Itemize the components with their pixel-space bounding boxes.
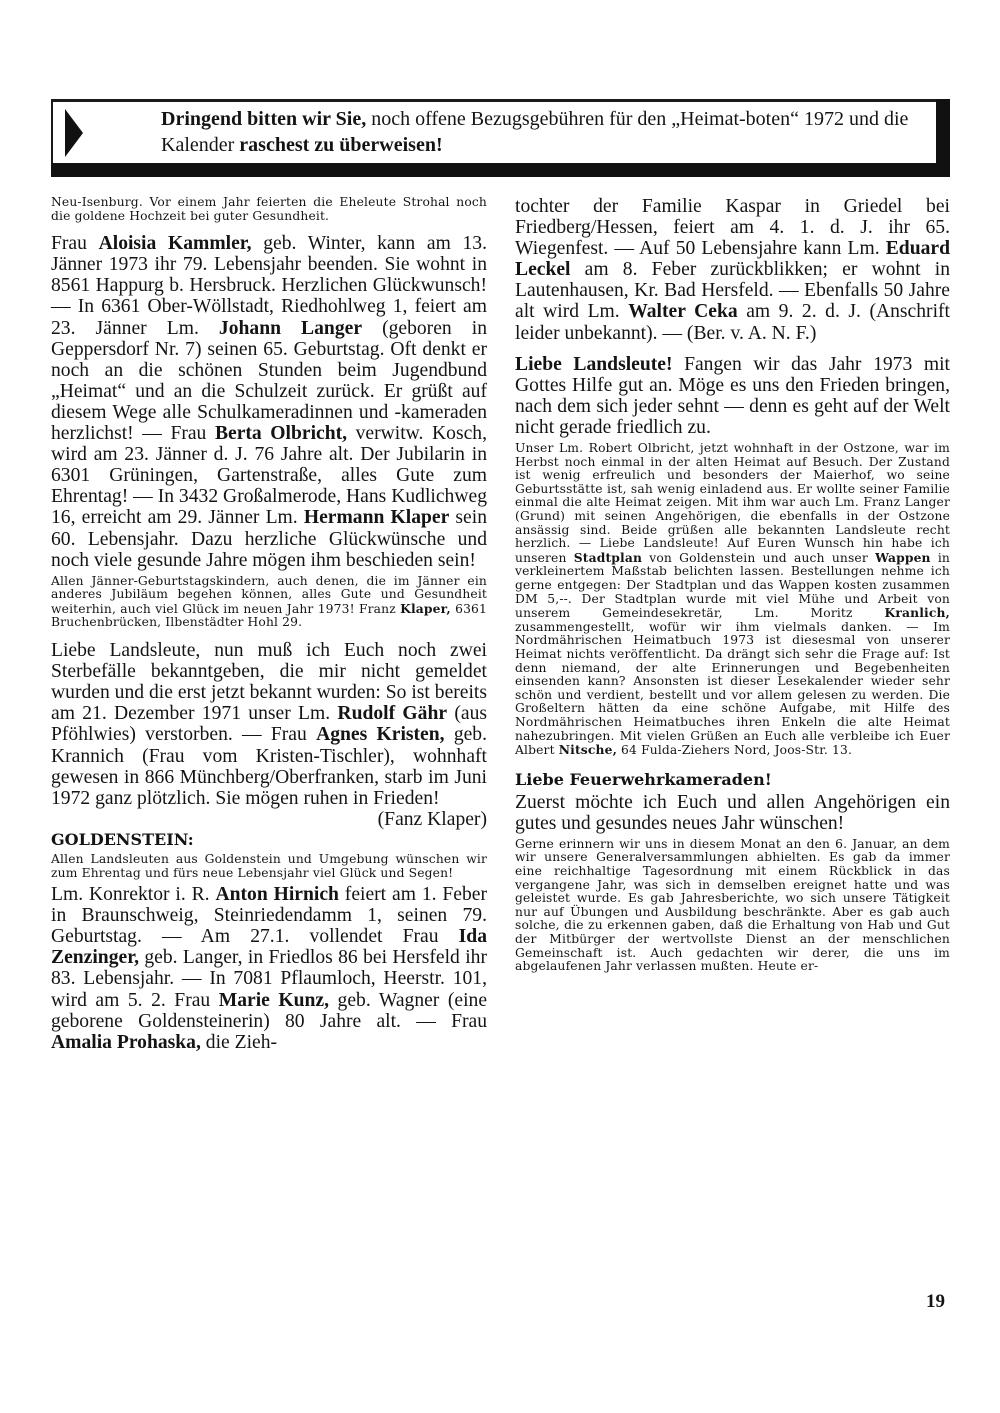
obituary-notice: Liebe Landsleute, nun muß ich Euch noch zwei Sterbefälle bekanntgeben, die mir nicht gemeldet wurden und die erst jetzt bekannt wurden: So ist bereits am 21. Dezember 1971 unser Lm. Rudolf Gähr (aus Pföhlwies) verstorben. — Frau Agnes Kristen, geb. Krannich (Frau vom Kristen-Tischler), wohnhaft gewesen in 866 Münchberg/Oberfranken, starb im Juni 1972 ganz plötzlich. Sie mögen ruhen in Frieden! <box>51 640 488 809</box>
goldenstein-greeting: Allen Landsleuten aus Goldenstein und Umgebung wünschen wir zum Ehrentag und fürs neue Lebensjahr viel Glück und Segen! <box>51 851 487 880</box>
banner-lead-bold: Dringend bitten wir Sie, <box>161 108 367 130</box>
banner-tail-bold: raschest zu überweisen! <box>239 134 443 156</box>
person-name: Marie Kunz, <box>218 989 330 1011</box>
banner-bottom-bar <box>51 163 950 177</box>
section-heading-goldenstein: GOLDENSTEIN: <box>51 829 194 849</box>
person-name: Eduard Leckel <box>515 238 950 281</box>
banner-left-rule <box>51 99 53 163</box>
fire-brigade-greeting: Zuerst möchte ich Euch und allen Angehörigen ein gutes und gesundes neues Jahr wünschen! <box>515 791 950 834</box>
person-name: Johann Langer <box>218 317 363 339</box>
january-greetings: Allen Jänner-Geburtstagskindern, auch denen, die im Jänner ein anderes Jubiläum begehen können, alles Gute und Gesundheit weiterhin, auch viel Glück im neuen Jahr 1973! Franz Klaper, 6361 Bruchenbrücken, Ilbenstädter Hohl 29. <box>51 573 487 630</box>
page-number: 19 <box>926 1291 945 1312</box>
person-name: Klaper, <box>400 600 451 616</box>
person-name: Agnes Kristen, <box>316 724 445 746</box>
birthday-announcements: Frau Aloisia Kammler, geb. Winter, kann am 13. Jänner 1973 ihr 79. Lebensjahr beenden. Sie wohnt in 8561 Happurg b. Hersbruck. Herzlichen Glückwunsch! — In 6361 Ober-Wöllstadt, Riedhohlweg 1, feiert am 23. Jänner Lm. Johann Langer (geboren in Geppersdorf Nr. 7) seinen 65. Geburtstag. Oft denkt er noch an die schönen Stunden beim Jugendbund „Heimat“ und an die Schulzeit zurück. Er grüßt auf diesem Wege alle Schulkameradinnen und -kameraden herzlichst! — Frau Berta Olbricht, verwitw. Kosch, wird am 23. Jänner d. J. 76 Jahre alt. Der Jubilarin in 6301 Grüningen, Gartenstraße, alles Gute zum Ehrentag! — In 3432 Großalmerode, Hans Kudlichweg 16, erreicht am 29. Jänner Lm. Hermann Klaper sein 60. Lebensjahr. Dazu herzliche Glückwünsche und noch viele gesunde Jahre mögen ihm beschieden sein! <box>51 233 488 571</box>
greeting-bold: Liebe Landsleute! <box>515 353 673 375</box>
person-name: Aloisia Kammler, <box>98 233 252 255</box>
banner-text: noch offene Bezugsgebühren für den „Heimat-boten“ 1972 und die Kalender <box>161 108 909 156</box>
continued-birthdays: tochter der Familie Kaspar in Griedel bei Friedberg/Hessen, feiert am 4. 1. d. J. ihr 65. Wiegenfest. — Auf 50 Lebensjahre kann Lm. Eduard Leckel am 8. Feber zurückblikken; er wohnt in Lautenhausen, Kr. Bad Hersfeld. — Ebenfalls 50 Jahre alt wird Lm. Walter Ceka am 9. 2. d. J. (Anschrift leider unbekannt). — (Ber. v. A. N. F.) <box>515 196 950 344</box>
section-heading-fire-brigade: Liebe Feuerwehrkameraden! <box>515 769 772 789</box>
person-name: Rudolf Gähr <box>337 703 448 725</box>
payment-reminder-banner <box>51 99 950 177</box>
person-name: Nitsche, <box>558 742 617 758</box>
person-name: Berta Olbricht, <box>214 423 348 445</box>
left-column <box>51 196 487 1053</box>
banner-top-rule <box>51 99 950 102</box>
neu-isenburg-note: Neu-Isenburg. Vor einem Jahr feierten die Eheleute Strohal noch die goldene Hochzeit bei guter Gesundheit. <box>51 195 487 223</box>
olbricht-visit-report: Unser Lm. Robert Olbricht, jetzt wohnhaft in der Ostzone, war im Herbst noch einmal in der alten Heimat auf Besuch. Der Zustand ist wenig erfreulich und besonders der Maierhof, wo seine Geburtsstätte ist, sah wenig einladend aus. Er wollte seiner Familie einmal die alte Heimat zeigen. Mit ihm war auch Lm. Franz Langer (Grund) mit seinen Angehörigen, die ebenfalls in der Ostzone ansässig sind. Beide grüßen alle bekannten Landsleute recht herzlich. — Liebe Landsleute! Auf Euren Wunsch hin habe ich unseren Stadtplan von Goldenstein und auch unser Wappen in verkleinertem Maßstab belichten lassen. Bestellungen nehme ich gerne entgegen: Der Stadtplan und das Wappen kosten zusammen DM 5,--. Der Stadtplan wurde mit viel Mühe und Arbeit von unserem Gemeindesekretär, Lm. Moritz Kranlich, zusammengestellt, wofür wir ihm vielmals danken. — Im Nordmährischen Heimatbuch 1973 ist diesesmal von unserer Heimat nichts veröffentlicht. Da drängt sich sehr die Frage auf: Ist denn niemand, der alte Erinnerungen und Begebenheiten einsenden kann? Ansonsten ist dieser Lesekalender wieder sehr schön und verdient, bestellt und vor allem gelesen zu werden. Die Großeltern hätten da eine schöne Aufgabe, mit Hilfe des Nordmährischen Heimatbuches ihren Enkeln die alte Heimat nahezubringen. Mit vielen Grüßen an Euch alle verbleibe ich Euer Albert Nitsche, 64 Fulda-Ziehers Nord, Joos-Str. 13. <box>515 441 950 758</box>
person-name: Amalia Prohaska, <box>51 1031 201 1053</box>
person-name: Kranlich, <box>884 605 950 621</box>
new-year-greeting: Liebe Landsleute! Fangen wir das Jahr 1973 mit Gottes Hilfe gut an. Möge es uns den Frieden bringen, nach dem sich jeder sehnt — denn es geht auf der Welt nicht gerade friedlich zu. <box>515 353 950 438</box>
keyword-bold: Stadtplan <box>573 549 643 565</box>
keyword-bold: Wappen <box>875 549 931 565</box>
person-name: Walter Ceka <box>628 301 738 323</box>
person-name: Hermann Klaper <box>303 507 450 529</box>
person-name: Anton Hirnich <box>215 884 339 906</box>
goldenstein-birthdays: Lm. Konrektor i. R. Anton Hirnich feiert am 1. Feber in Braunschweig, Steinriedendamm 1, seinen 79. Geburtstag. — Am 27.1. vollendet Frau Ida Zenzinger, geb. Langer, in Friedlos 86 bei Hersfeld ihr 83. Lebensjahr. — In 7081 Pflaumloch, Heerstr. 101, wird am 5. 2. Frau Marie Kunz, geb. Wagner (eine geborene Goldensteinerin) 80 Jahre alt. — Frau Amalia Prohaska, die Zieh- <box>51 884 488 1053</box>
triangle-arrow-icon <box>65 109 83 157</box>
person-name: Ida Zenzinger, <box>51 926 487 969</box>
banner-message <box>161 106 931 158</box>
signature: (Fanz Klaper) <box>377 808 487 830</box>
right-column <box>515 196 950 974</box>
fire-brigade-report: Gerne erinnern wir uns in diesem Monat an den 6. Januar, an dem wir unsere Generalversammlungen abhielten. Es gab da immer eine reichhaltige Tagesordnung mit einem Rückblick in das vergangene Jahr, was sich in demselben ereignet hatte und was geleistet wurde. Es gab Jahresberichte, wo sich unsere Tätigkeit nur auf Übungen und Ausbildung beschränkte. Aber es gab auch solche, die zu erkennen gaben, daß die Erhaltung von Hab und Gut der Mitbürger der wertvollste Dienst an der menschlichen Gemeinschaft ist. Auch gedachten wir derer, die uns im abgelaufenen Jahr verlassen mußten. Heute er- <box>515 836 950 974</box>
